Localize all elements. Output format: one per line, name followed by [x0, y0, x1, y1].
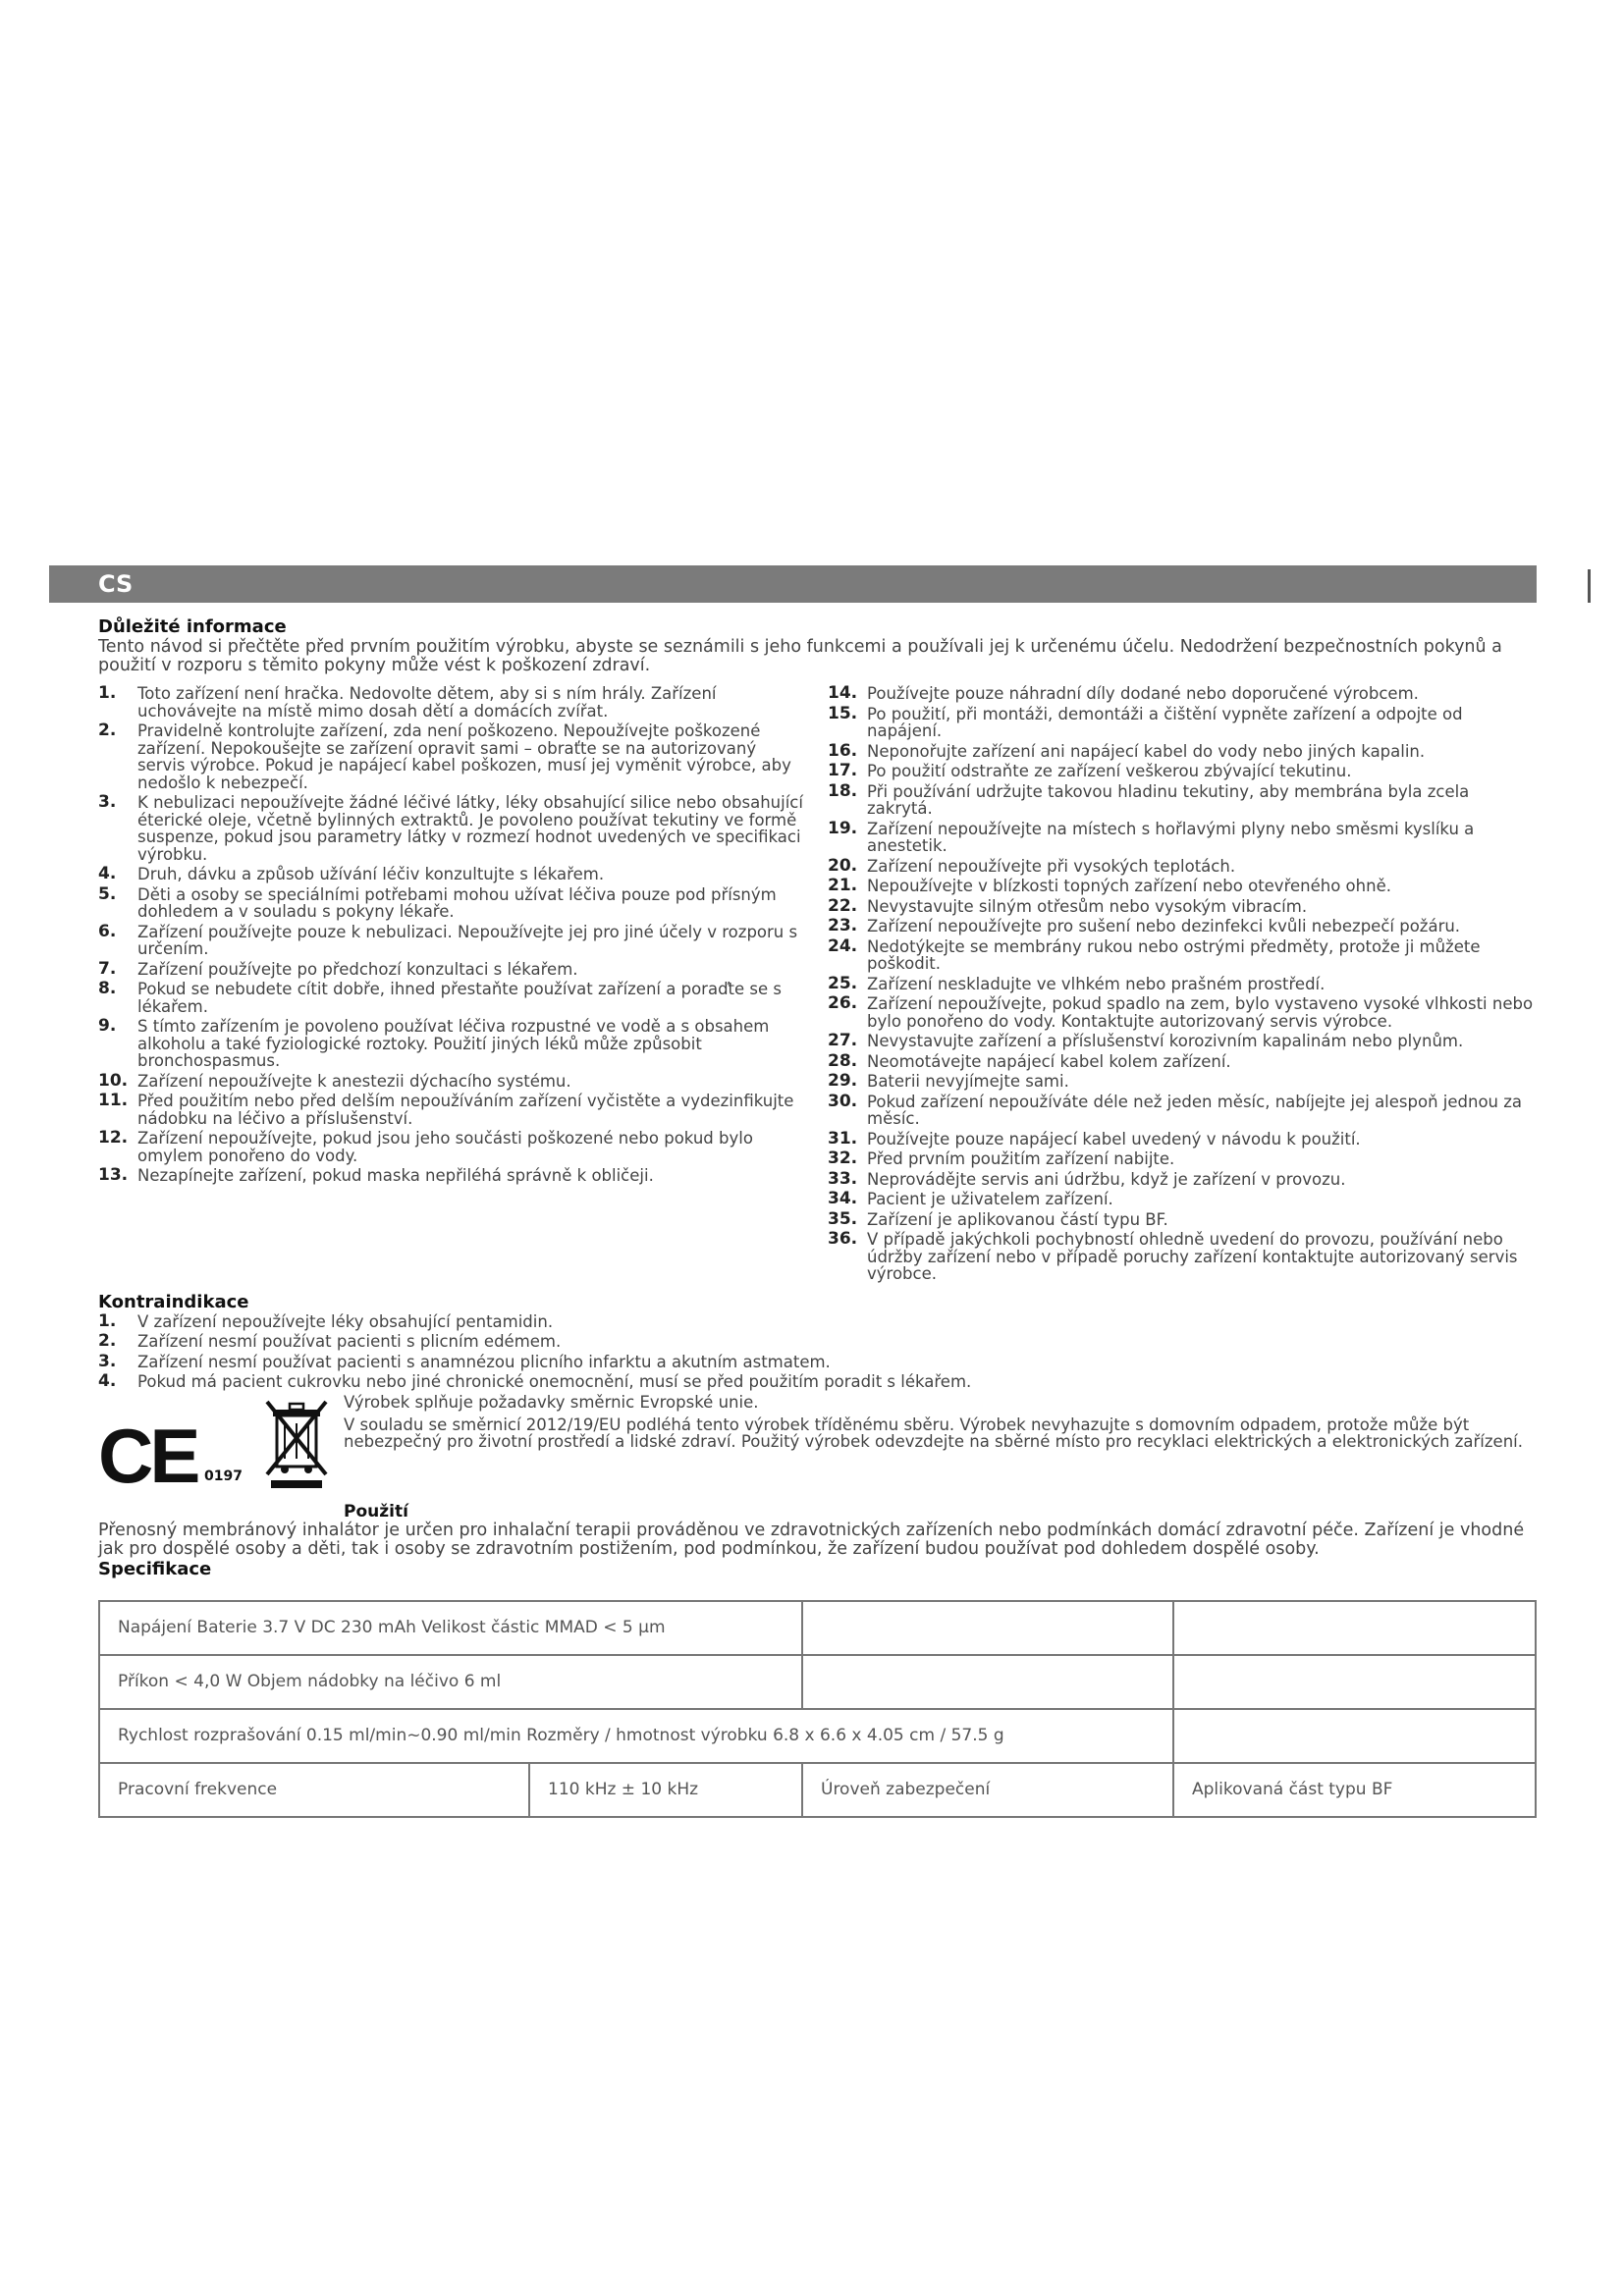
item-number: 11. — [98, 1091, 129, 1110]
item-number: 2. — [98, 1331, 117, 1351]
item-number: 24. — [828, 935, 858, 956]
list-item — [98, 1373, 1537, 1391]
list-item — [828, 1033, 1537, 1050]
item-text: Nedotýkejte se membrány rukou nebo ostrými předměty, protože ji můžete poškodit. — [867, 936, 1481, 973]
usage-title: Použití — [344, 1501, 408, 1522]
item-number: 15. — [828, 703, 858, 723]
item-number: 9. — [98, 1016, 117, 1036]
item-number: 16. — [828, 740, 858, 761]
language-header — [49, 565, 1537, 603]
item-number: 30. — [828, 1091, 858, 1111]
notified-body-number: 0197 — [204, 1468, 243, 1484]
list-item — [828, 1191, 1537, 1208]
item-text: Před použitím nebo před delším nepoužíváním zařízení vyčistěte a vydezinfikujte nádobku na léčivo a příslušenství. — [137, 1092, 794, 1128]
item-text: Zařízení nepoužívejte pro sušení nebo dezinfekci kvůli nebezpečí požáru. — [867, 917, 1461, 935]
item-number: 1. — [98, 683, 117, 703]
item-text: Děti a osoby se speciálními potřebami mohou užívat léčiva pouze pod přísným dohledem a v souladu s pokyny lékaře. — [137, 884, 777, 921]
list-item — [98, 1070, 807, 1091]
list-item — [828, 685, 1537, 703]
item-text: V případě jakýchkoli pochybností ohledně uvedení do provozu, používání nebo údržby zařízení nebo v případě poruchy zařízení kontaktujte autorizovaný servis výrobce. — [867, 1230, 1518, 1283]
weee-bin-icon — [263, 1396, 332, 1489]
list-item — [98, 1333, 1537, 1351]
item-text: Pacient je uživatelem zařízení. — [867, 1190, 1113, 1208]
specs-row — [99, 1601, 1536, 1655]
item-text: Používejte pouze náhradní díly dodané nebo doporučené výrobcem. — [867, 684, 1419, 703]
list-item — [828, 935, 1537, 973]
item-text: Neponořujte zařízení ani napájecí kabel do vody nebo jiných kapalin. — [867, 741, 1426, 761]
important-text: Tento návod si přečtěte před prvním použitím výrobku, abyste se seznámili s jeho funkcemi a používali jej k určenému účelu. Nedodržení bezpečnostních pokynů a použití v rozporu s těmito pokyny může vést k poškození zdraví. — [98, 637, 1502, 675]
list-item — [828, 763, 1537, 780]
item-number: 25. — [828, 973, 858, 993]
list-item — [828, 878, 1537, 895]
ce-mark-icon: CE — [98, 1412, 197, 1499]
specs-cell — [802, 1655, 1173, 1709]
item-number: 4. — [98, 864, 117, 883]
list-item — [98, 794, 807, 863]
specs-cell — [1173, 1709, 1536, 1763]
item-text: Zařízení neskladujte ve vlhkém nebo prašném prostředí. — [867, 974, 1326, 993]
item-text: Po použití, při montáži, demontáži a čištění vypněte zařízení a odpojte od napájení. — [867, 704, 1463, 740]
item-text: Nepoužívejte v blízkosti topných zařízení nebo otevřeného ohně. — [867, 877, 1391, 895]
specs-cell: Aplikovaná část typu BF — [1173, 1763, 1536, 1817]
specs-cell — [802, 1601, 1173, 1655]
item-text: Zařízení nepoužívejte, pokud jsou jeho součásti poškozené nebo pokud bylo omylem ponořeno do vody. — [137, 1129, 753, 1165]
item-number: 18. — [828, 780, 858, 801]
item-number: 6. — [98, 921, 117, 941]
list-item — [98, 1093, 807, 1127]
item-number: 12. — [98, 1128, 129, 1148]
item-number: 17. — [828, 761, 858, 780]
item-text: Pokud se nebudete cítit dobře, ihned přestaňte používat zařízení a poraďte se s lékařem. — [137, 980, 782, 1016]
specs-cell: 110 kHz ± 10 kHz — [529, 1763, 802, 1817]
item-number: 23. — [828, 916, 858, 935]
specs-cell: Pracovní frekvence — [99, 1763, 529, 1817]
item-text: Nezapínejte zařízení, pokud maska nepřiléhá správně k obličeji. — [137, 1166, 654, 1185]
item-number: 29. — [828, 1071, 858, 1091]
item-number: 31. — [828, 1128, 858, 1148]
list-item — [98, 921, 807, 958]
list-item — [828, 703, 1537, 740]
item-text: Zařízení nepoužívejte k anestezii dýchacího systému. — [137, 1071, 571, 1091]
item-text: Při používání udržujte takovou hladinu tekutiny, aby membrána byla zcela zakrytá. — [867, 781, 1470, 818]
item-text: S tímto zařízením je povoleno používat léčiva rozpustné ve vodě a s obsahem alkoholu a také fyziologické roztoky. Použití jiných léků může způsobit bronchospasmus. — [137, 1017, 770, 1070]
item-number: 19. — [828, 818, 858, 838]
item-text: Používejte pouze napájecí kabel uvedený v návodu k použití. — [867, 1129, 1361, 1148]
language-code: CS — [98, 570, 134, 598]
certification-block — [98, 1394, 1537, 1502]
item-text: Zařízení nesmí používat pacienti s plicním edémem. — [137, 1332, 562, 1351]
item-number: 5. — [98, 883, 117, 904]
safety-left-column — [98, 685, 807, 1286]
item-number: 36. — [828, 1229, 858, 1249]
specs-row — [99, 1655, 1536, 1709]
item-text: Pokud zařízení nepoužíváte déle než jeden měsíc, nabíjejte jej alespoň jednou za měsíc. — [867, 1092, 1523, 1128]
item-number: 8. — [98, 979, 117, 998]
item-text: Baterii nevyjímejte sami. — [867, 1072, 1069, 1091]
item-text: Nevystavujte silným otřesům nebo vysokým vibracím. — [867, 896, 1308, 916]
item-text: Druh, dávku a způsob užívání léčiv konzultujte s lékařem. — [137, 865, 605, 883]
usage-text: Přenosný membránový inhalátor je určen pro inhalační terapii prováděnou ve zdravotnických zařízeních nebo podmínkách domácí zdravotní péče. Zařízení je vhodné jak pro dospělé osoby a děti, tak i osoby se zdravotním postižením, pod podmínkou, že zařízení budou používat pod dohledem dospělé osoby. — [98, 1520, 1525, 1559]
item-text: Zařízení používejte pouze k nebulizaci. Nepoužívejte jej pro jiné účely v rozporu s určením. — [137, 922, 798, 958]
item-number: 14. — [828, 683, 858, 703]
item-number: 7. — [98, 958, 117, 979]
list-item — [828, 973, 1537, 993]
list-item — [98, 866, 807, 883]
list-item — [828, 1073, 1537, 1091]
list-item — [828, 1231, 1537, 1283]
contraindications-title: Kontraindikace — [98, 1291, 249, 1312]
item-number: 35. — [828, 1208, 858, 1229]
item-text: Zařízení nepoužívejte, pokud spadlo na zem, bylo vystaveno vysoké vlhkosti nebo bylo ponořeno do vody. Kontaktujte autorizovaný servis výrobce. — [867, 994, 1534, 1031]
item-number: 22. — [828, 895, 858, 916]
item-text: K nebulizaci nepoužívejte žádné léčivé látky, léky obsahující silice nebo obsahující éterické oleje, včetně bylinných extraktů. Je povoleno používat tekutiny ve formě suspenze, pokud jsou parametry látky v rozmezí hodnot uvedených ve specifikaci výrobku. — [137, 793, 803, 864]
item-text: Neomotávejte napájecí kabel kolem zařízení. — [867, 1051, 1231, 1071]
item-text: Po použití odstraňte ze zařízení veškerou zbývající tekutinu. — [867, 762, 1352, 780]
item-number: 3. — [98, 792, 117, 812]
item-text: Pokud má pacient cukrovku nebo jiné chronické onemocnění, musí se před použitím poradit s lékařem. — [137, 1372, 972, 1391]
list-item — [828, 995, 1537, 1030]
specs-cell — [1173, 1655, 1536, 1709]
specs-table — [98, 1600, 1537, 1818]
list-item — [98, 1130, 807, 1164]
list-item — [98, 1310, 1537, 1331]
list-item — [828, 1150, 1537, 1168]
specs-cell: Příkon < 4,0 W Objem nádobky na léčivo 6 ml — [99, 1655, 802, 1709]
specs-title: Specifikace — [98, 1558, 212, 1579]
item-number: 32. — [828, 1148, 858, 1168]
list-item — [828, 1091, 1537, 1128]
page-edge-mark — [1588, 569, 1591, 603]
specs-row — [99, 1709, 1536, 1763]
item-text: Neprovádějte servis ani údržbu, když je zařízení v provozu. — [867, 1169, 1346, 1189]
item-text: Zařízení nepoužívejte při vysokých teplotách. — [867, 856, 1236, 876]
item-text: Toto zařízení není hračka. Nedovolte dětem, aby si s ním hrály. Zařízení uchovávejte na místě mimo dosah dětí a domácích zvířat. — [137, 684, 717, 721]
item-number: 26. — [828, 993, 858, 1013]
list-item — [98, 1018, 807, 1070]
list-item — [98, 981, 807, 1015]
item-number: 4. — [98, 1371, 117, 1391]
list-item — [828, 1128, 1537, 1148]
list-item — [828, 1168, 1537, 1189]
specs-cell: Rychlost rozprašování 0.15 ml/min~0.90 ml/min Rozměry / hmotnost výrobku 6.8 x 6.6 x 4.05 cm / 57.5 g — [99, 1709, 1173, 1763]
contraindications-list — [98, 1310, 1537, 1391]
safety-list-left — [98, 685, 807, 1185]
list-item — [98, 1167, 807, 1185]
item-text: Nevystavujte zařízení a příslušenství korozivním kapalinám nebo plynům. — [867, 1032, 1464, 1050]
item-text: Zařízení nesmí používat pacienti s anamnézou plicního infarktu a akutním astmatem. — [137, 1352, 831, 1371]
item-number: 3. — [98, 1351, 117, 1371]
item-text: Pravidelně kontrolujte zařízení, zda není poškozeno. Nepoužívejte poškozené zařízení. Nepokoušejte se zařízení opravit sami – obraťte se na autorizovaný servis výrobce. Pokud je napájecí kabel poškozen, musí jej vyměnit výrobce, aby nedošlo k nebezpečí. — [137, 721, 791, 792]
item-text: Zařízení je aplikovanou částí typu BF. — [867, 1209, 1168, 1229]
item-text: Zařízení používejte po předchozí konzultaci s lékařem. — [137, 959, 578, 979]
list-item — [828, 1050, 1537, 1071]
item-number: 33. — [828, 1168, 858, 1189]
list-item — [828, 818, 1537, 855]
item-number: 21. — [828, 876, 858, 895]
item-text: V zařízení nepoužívejte léky obsahující pentamidin. — [137, 1311, 554, 1331]
safety-columns — [98, 685, 1537, 1286]
item-number: 10. — [98, 1070, 129, 1091]
specs-row — [99, 1763, 1536, 1817]
specs-cell: Úroveň zabezpečení — [802, 1763, 1173, 1817]
safety-list-right — [828, 685, 1537, 1283]
list-item — [828, 1208, 1537, 1229]
list-item — [98, 722, 807, 791]
item-number: 20. — [828, 855, 858, 876]
important-title: Důležité informace — [98, 616, 287, 637]
item-text: Zařízení nepoužívejte na místech s hořlavými plyny nebo směsmi kyslíku a anestetik. — [867, 819, 1475, 855]
list-item — [98, 685, 807, 720]
list-item — [98, 883, 807, 921]
item-number: 1. — [98, 1310, 117, 1331]
list-item — [828, 918, 1537, 935]
item-number: 27. — [828, 1031, 858, 1050]
list-item — [98, 958, 807, 979]
certification-text — [344, 1394, 1537, 1502]
item-number: 2. — [98, 721, 117, 740]
specs-cell — [1173, 1601, 1536, 1655]
item-number: 13. — [98, 1165, 129, 1185]
list-item — [828, 740, 1537, 761]
list-item — [828, 895, 1537, 916]
manual-content — [98, 616, 1537, 1818]
list-item — [828, 855, 1537, 876]
list-item — [828, 780, 1537, 818]
certification-logos — [98, 1394, 344, 1502]
eu-compliance-text: Výrobek splňuje požadavky směrnic Evropské unie. — [344, 1392, 759, 1412]
item-number: 34. — [828, 1189, 858, 1208]
item-number: 28. — [828, 1050, 858, 1071]
contraindications-section — [98, 1292, 1537, 1391]
weee-disposal-text: V souladu se směrnicí 2012/19/EU podléhá tento výrobek tříděnému sběru. Výrobek nevyhazujte s domovním odpadem, protože může být nebezpečný pro životní prostředí a lidské zdraví. Použitý výrobek odevzdejte na sběrné místo pro recyklaci elektrických a elektronických zařízení. — [344, 1415, 1523, 1451]
item-text: Před prvním použitím zařízení nabijte. — [867, 1149, 1175, 1168]
safety-right-column — [828, 685, 1537, 1286]
list-item — [98, 1351, 1537, 1371]
specs-cell: Napájení Baterie 3.7 V DC 230 mAh Velikost částic MMAD < 5 μm — [99, 1601, 802, 1655]
